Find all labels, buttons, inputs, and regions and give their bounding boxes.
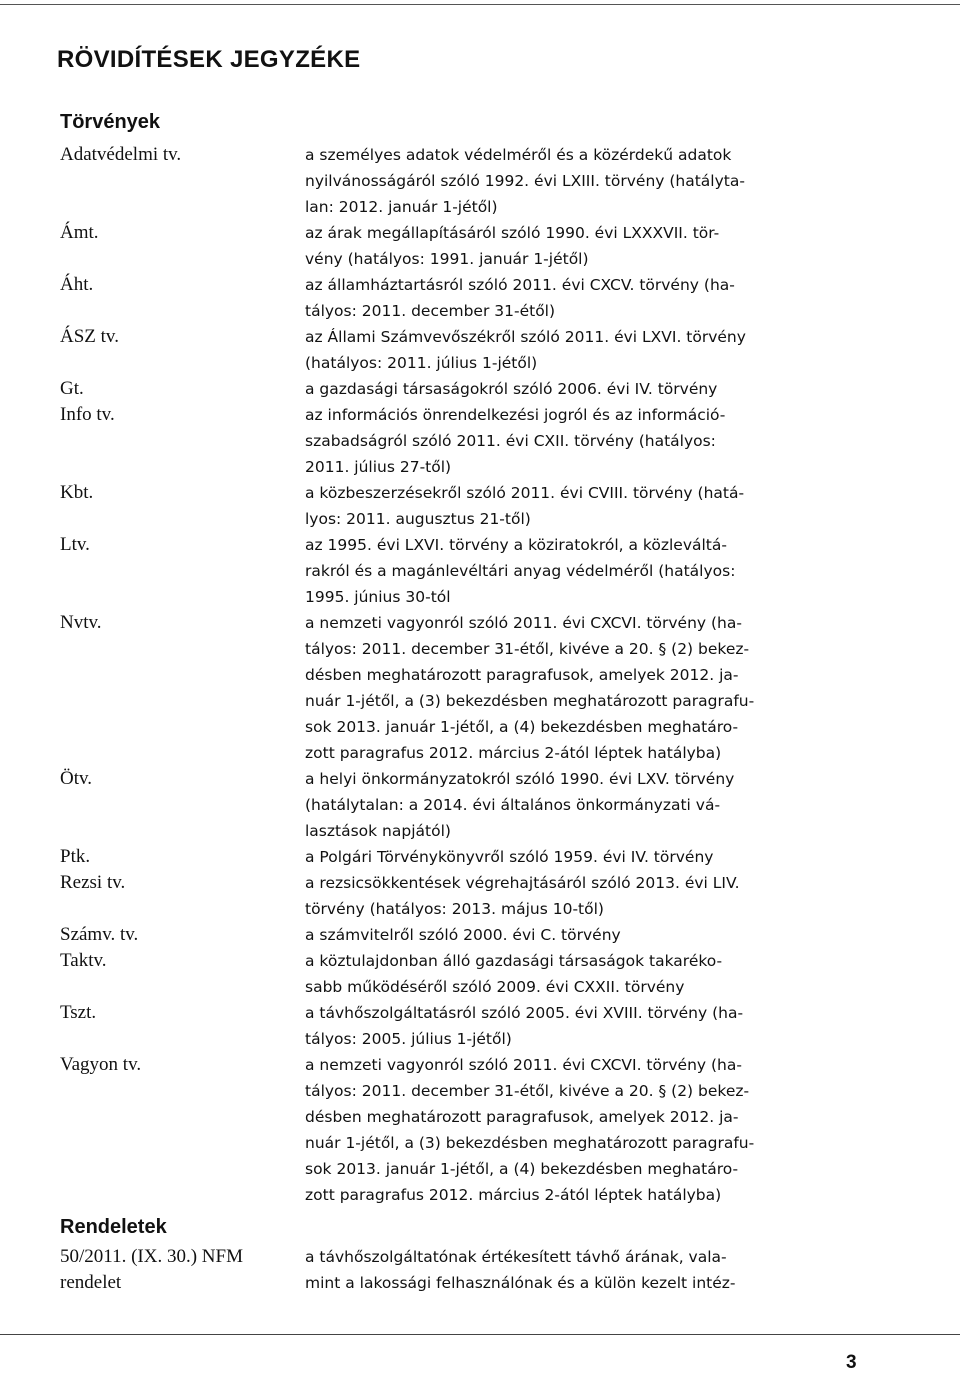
definition-line: lyos: 2011. augusztus 21-től) [305, 510, 531, 528]
definition-line: vény (hatályos: 1991. január 1-jétől) [305, 250, 589, 268]
footer-rule [0, 1334, 960, 1335]
abbreviation-line: rendelet [60, 1272, 122, 1293]
definition-line: a közbeszerzésekről szóló 2011. évi CVIII. törvény (hatá- [305, 484, 745, 502]
abbreviation: Tszt. [60, 1002, 97, 1023]
definition-line: az árak megállapításáról szóló 1990. évi LXXXVII. tör- [305, 224, 720, 242]
abbreviation: Vagyon tv. [60, 1054, 142, 1075]
abbreviation: Kbt. [60, 482, 94, 503]
definition-line: a nemzeti vagyonról szóló 2011. évi CXCVI. törvény (ha- [305, 614, 742, 632]
definition-line: (hatálytalan: a 2014. évi általános önkormányzati vá- [305, 796, 721, 814]
definition [305, 870, 860, 922]
definition-line: a gazdasági társaságokról szóló 2006. évi IV. törvény [305, 380, 718, 398]
definition-line: a nemzeti vagyonról szóló 2011. évi CXCVI. törvény (ha- [305, 1056, 742, 1074]
definition-line: tályos: 2005. július 1-jétől) [305, 1030, 512, 1048]
abbreviation [60, 1244, 290, 1296]
definition [305, 844, 860, 870]
definition-line: tályos: 2011. december 31-étől) [305, 302, 556, 320]
definition-line: tályos: 2011. december 31-étől, kivéve a 20. § (2) bekez- [305, 1082, 750, 1100]
definition-line: szabadságról szóló 2011. évi CXII. törvény (hatályos: [305, 432, 716, 450]
definition-line: az államháztartásról szóló 2011. évi CXCV. törvény (ha- [305, 276, 735, 294]
definition [305, 376, 860, 402]
definition-line: lan: 2012. január 1-jétől) [305, 198, 498, 216]
definition-line: désben meghatározott paragrafusok, amelyek 2012. ja- [305, 1108, 739, 1126]
abbreviation: Adatvédelmi tv. [60, 144, 182, 165]
definition-line: nuár 1-jétől, a (3) bekezdésben meghatározott paragrafu- [305, 1134, 755, 1152]
definition-line: zott paragrafus 2012. március 2-ától léptek hatályba) [305, 744, 722, 762]
definition-line: az 1995. évi LXVI. törvény a köziratokról, a közleváltá- [305, 536, 727, 554]
page-title: RÖVIDÍTÉSEK JEGYZÉKE [57, 46, 361, 73]
abbreviation: Taktv. [60, 950, 107, 971]
top-rule [0, 4, 960, 5]
definition-line: 2011. július 27-től) [305, 458, 452, 476]
definition-line: nuár 1-jétől, a (3) bekezdésben meghatározott paragrafu- [305, 692, 755, 710]
page-number: 3 [846, 1352, 857, 1373]
definition [305, 948, 860, 1000]
definition [305, 766, 860, 844]
definition-line: mint a lakossági felhasználónak és a külön kezelt intéz- [305, 1274, 736, 1292]
definition-line: a személyes adatok védelméről és a közérdekű adatok [305, 146, 732, 164]
regulations-section-heading: Rendeletek [60, 1216, 167, 1238]
definition [305, 272, 860, 324]
abbreviation: Info tv. [60, 404, 115, 425]
definition [305, 532, 860, 610]
definition [305, 1244, 860, 1296]
abbreviation: ÁSZ tv. [60, 326, 119, 347]
definition [305, 324, 860, 376]
abbreviation: Áht. [60, 274, 94, 295]
definition [305, 1000, 860, 1052]
definition-line: lasztások napjától) [305, 822, 451, 840]
definition-line: törvény (hatályos: 2013. május 10-től) [305, 900, 604, 918]
definition-line: sok 2013. január 1-jétől, a (4) bekezdésben meghatáro- [305, 1160, 739, 1178]
definition-line: a számvitelről szóló 2000. évi C. törvény [305, 926, 621, 944]
abbreviation: Ltv. [60, 534, 90, 555]
definition-line: a Polgári Törvénykönyvről szóló 1959. évi IV. törvény [305, 848, 714, 866]
definition-line: a távhőszolgáltatónak értékesített távhő árának, vala- [305, 1248, 727, 1266]
definition [305, 922, 860, 948]
definition-line: sabb működéséről szóló 2009. évi CXXII. törvény [305, 978, 685, 996]
definition-line: a rezsicsökkentések végrehajtásáról szóló 2013. évi LIV. [305, 874, 740, 892]
definition [305, 1052, 860, 1208]
definition-line: az információs önrendelkezési jogról és az információ- [305, 406, 726, 424]
abbreviation: Ötv. [60, 768, 93, 789]
definition-line: nyilvánosságáról szóló 1992. évi LXIII. törvény (hatályta- [305, 172, 745, 190]
definition [305, 610, 860, 766]
definition-line: a köztulajdonban álló gazdasági társaságok takaréko- [305, 952, 723, 970]
abbreviation: Gt. [60, 378, 84, 399]
abbreviation: Rezsi tv. [60, 872, 126, 893]
definition [305, 402, 860, 480]
definition [305, 142, 860, 220]
abbreviation: Ámt. [60, 222, 99, 243]
definition-line: az Állami Számvevőszékről szóló 2011. évi LXVI. törvény [305, 328, 746, 346]
abbreviation-line: 50/2011. (IX. 30.) NFM [60, 1246, 243, 1267]
definition-line: désben meghatározott paragrafusok, amelyek 2012. ja- [305, 666, 739, 684]
definition-line: a távhőszolgáltatásról szóló 2005. évi XVIII. törvény (ha- [305, 1004, 744, 1022]
definition-line: sok 2013. január 1-jétől, a (4) bekezdésben meghatáro- [305, 718, 739, 736]
definition [305, 220, 860, 272]
definition [305, 480, 860, 532]
definition-line: a helyi önkormányzatokról szóló 1990. évi LXV. törvény [305, 770, 735, 788]
abbreviation: Számv. tv. [60, 924, 139, 945]
definition-line: 1995. június 30-tól [305, 588, 451, 606]
abbreviation: Nvtv. [60, 612, 102, 633]
definition-line: rakról és a magánlevéltári anyag védelméről (hatályos: [305, 562, 736, 580]
definition-line: tályos: 2011. december 31-étől, kivéve a 20. § (2) bekez- [305, 640, 750, 658]
abbreviation: Ptk. [60, 846, 91, 867]
definition-line: zott paragrafus 2012. március 2-ától léptek hatályba) [305, 1186, 722, 1204]
definition-line: (hatályos: 2011. július 1-jétől) [305, 354, 538, 372]
laws-section-heading: Törvények [60, 111, 161, 133]
